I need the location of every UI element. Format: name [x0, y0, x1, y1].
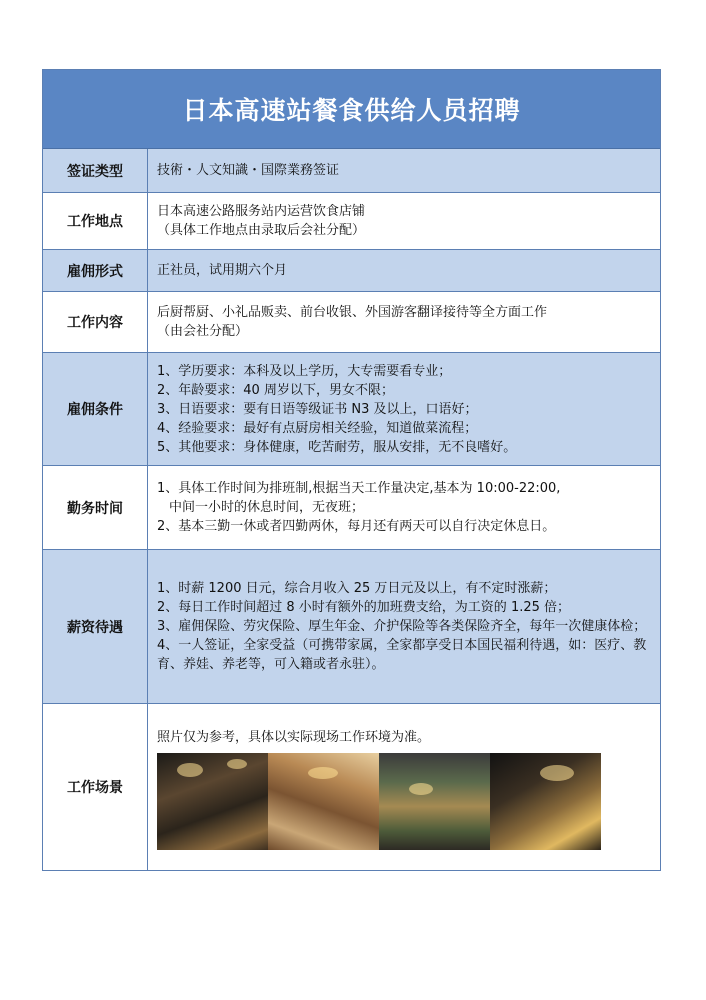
hours-item: 2、基本三勤一休或者四勤两休，每月还有两天可以自行决定休息日。: [157, 519, 556, 534]
requirement-item: 3、日语要求：要有日语等级证书 N3 及以上，口语好；: [157, 401, 478, 417]
hours-item: 中间一小时的休息时间，无夜班；: [169, 500, 365, 515]
row-content: [148, 353, 660, 465]
requirement-item: 5、其他要求：身体健康，吃苦耐劳，服从安排，无不良嗜好。: [157, 439, 517, 455]
light-glow: [308, 767, 338, 779]
shop-interior-photo: [268, 753, 379, 850]
row-label: 薪资待遇: [43, 550, 148, 703]
light-glow: [540, 765, 574, 781]
row-label: 签证类型: [43, 149, 148, 192]
row-content: [148, 193, 660, 249]
row-label: 工作内容: [43, 292, 148, 352]
duties-line: 后厨帮厨、小礼品贩卖、前台收银、外国游客翻译接待等全方面工作: [157, 305, 548, 320]
requirement-item: 1、学历要求：本科及以上学历，大专需要看专业；: [157, 363, 452, 379]
row-label: 勤务时间: [43, 466, 148, 549]
row-content: [148, 149, 660, 192]
row-work-location: [43, 193, 660, 250]
row-employment-type: [43, 250, 660, 292]
row-content: [148, 466, 660, 549]
location-line: 日本高速公路服务站内运营饮食店铺: [157, 204, 366, 219]
requirement-item: 4、经验要求：最好有点厨房相关经验，知道做菜流程；: [157, 420, 478, 436]
visa-type-value: 技術・人文知識・国際業務签证: [157, 163, 340, 178]
light-glow: [177, 763, 203, 777]
row-work-hours: [43, 466, 660, 550]
row-label: 工作地点: [43, 193, 148, 249]
row-requirements: [43, 353, 660, 466]
row-content: [148, 550, 660, 703]
light-glow: [409, 783, 433, 795]
row-content: [148, 250, 660, 291]
employment-value: 正社员，试用期六个月: [157, 263, 288, 278]
photo-note: 照片仅为参考，具体以实际现场工作环境为准。: [157, 730, 431, 745]
hours-item: 1、具体工作时间为排班制,根据当天工作量决定,基本为 10:00-22:00,: [157, 481, 561, 496]
page-title: 日本高速站餐食供给人员招聘: [43, 70, 660, 149]
workplace-photos: [157, 753, 601, 850]
row-content: [148, 292, 660, 352]
row-visa-type: [43, 149, 660, 193]
row-job-duties: [43, 292, 660, 353]
restaurant-photo: [490, 753, 601, 850]
row-content: [148, 704, 660, 870]
location-line: （具体工作地点由录取后会社分配）: [157, 223, 366, 238]
row-label: 工作场景: [43, 704, 148, 870]
food-counter-photo: [379, 753, 490, 850]
recruitment-table: [42, 69, 661, 871]
duties-line: （由会社分配）: [157, 324, 249, 339]
salary-item: 3、雇佣保险、劳灾保险、厚生年金、介护保险等各类保险齐全，每年一次健康体检；: [157, 619, 647, 634]
salary-item: 2、每日工作时间超过 8 小时有额外的加班费支给，为工资的 1.25 倍；: [157, 600, 571, 615]
salary-item: 4、一人签证，全家受益（可携带家属，全家都享受日本国民福利待遇，如：医疗、教育、养娃、养老等，可入籍或者永驻）。: [157, 638, 647, 672]
row-salary-benefits: [43, 550, 660, 704]
requirement-item: 2、年龄要求：40 周岁以下，男女不限；: [157, 382, 394, 398]
row-label: 雇佣形式: [43, 250, 148, 291]
salary-item: 1、时薪 1200 日元，综合月收入 25 万日元及以上，有不定时涨薪；: [157, 581, 557, 596]
kitchen-photo: [157, 753, 268, 850]
light-glow: [227, 759, 247, 769]
row-work-scene: [43, 704, 660, 870]
row-label: 雇佣条件: [43, 353, 148, 465]
